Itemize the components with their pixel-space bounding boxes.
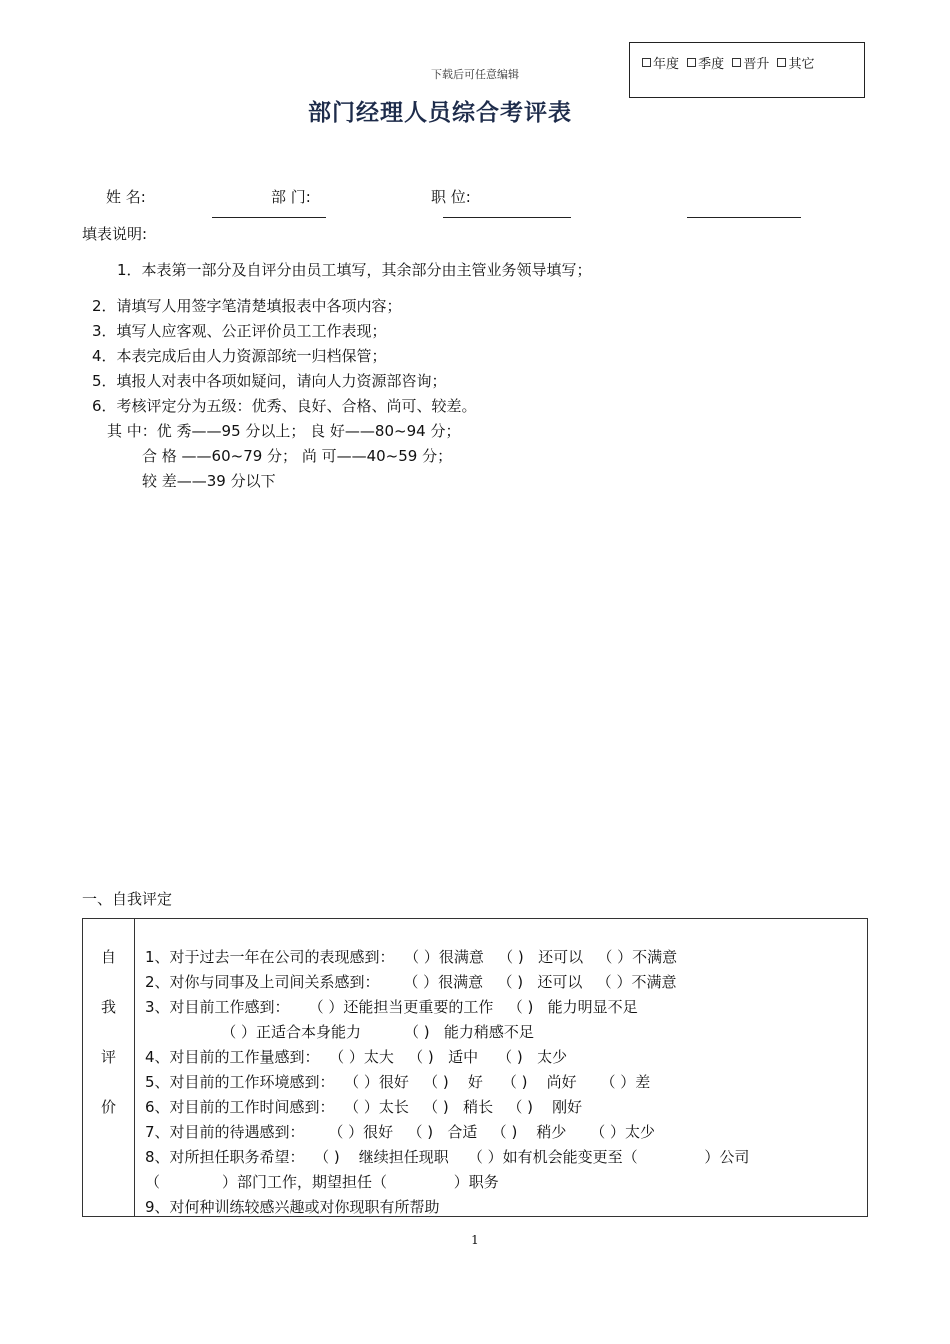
instruction-item: 5．填报人对表中各项如疑问，请向人力资源部咨询；	[92, 372, 447, 390]
option-annual[interactable]: 年度	[642, 57, 679, 72]
grade-line: 其 中：优 秀——95 分以上； 良 好——80~94 分；	[107, 422, 461, 440]
evaluation-row[interactable]: 7、对目前的待遇感到： （ ）很好 （ ) 合适 （ ) 稍少 （ ）太少	[145, 1123, 655, 1141]
evaluation-row[interactable]: 5、对目前的工作环境感到： （ ）很好 （ ) 好 （ ) 尚好 （ ）差	[145, 1073, 651, 1091]
evaluation-row[interactable]: 9、对何种训练较感兴趣或对你现职有所帮助	[145, 1198, 440, 1216]
checkbox-icon[interactable]	[777, 58, 786, 67]
review-type-box	[629, 42, 865, 98]
checkbox-icon[interactable]	[642, 58, 651, 67]
page-number: 1	[471, 1233, 479, 1247]
evaluation-row[interactable]: 1、对于过去一年在公司的表现感到： （ ）很满意 （ ) 还可以 （ ）不满意	[145, 948, 678, 966]
department-field[interactable]	[443, 217, 571, 218]
side-label-char: 评	[100, 1048, 116, 1066]
page-title: 部门经理人员综合考评表	[308, 100, 572, 126]
instructions-heading: 填表说明:	[82, 225, 148, 243]
department-label: 部 门:	[271, 188, 311, 206]
evaluation-row[interactable]: 8、对所担任职务希望： （ ) 继续担任现职 （ ）如有机会能变更至（ ）公司	[145, 1148, 750, 1166]
grade-line: 合 格 ——60~79 分； 尚 可——40~59 分；	[142, 447, 453, 465]
position-label: 职 位:	[431, 188, 471, 206]
side-label-char: 我	[100, 998, 116, 1016]
self-evaluation-table	[82, 918, 868, 1217]
section-heading-self-evaluation: 一、自我评定	[82, 890, 173, 908]
position-field[interactable]	[687, 217, 801, 218]
instruction-item: 2．请填写人用签字笔清楚填报表中各项内容；	[92, 297, 402, 315]
evaluation-row[interactable]: 6、对目前的工作时间感到： （ ）太长 （ ) 稍长 （ ) 刚好	[145, 1098, 583, 1116]
evaluation-row[interactable]: （ ）部门工作，期望担任（ ）职务	[145, 1173, 499, 1191]
download-note: 下载后可任意编辑	[431, 68, 519, 81]
option-promotion[interactable]: 晋升	[732, 57, 769, 72]
option-other[interactable]: 其它	[777, 57, 814, 72]
review-type-options	[642, 53, 818, 72]
name-label: 姓 名:	[106, 188, 146, 206]
side-label-char: 自	[100, 948, 116, 966]
evaluation-row[interactable]: （ ）正适合本身能力 （ ) 能力稍感不足	[145, 1023, 534, 1041]
evaluation-row[interactable]: 4、对目前的工作量感到： （ ）太大 （ ) 适中 （ ) 太少	[145, 1048, 568, 1066]
instruction-item: 3．填写人应客观、公正评价员工工作表现；	[92, 322, 387, 340]
side-label-char: 价	[100, 1098, 116, 1116]
evaluation-row[interactable]: 3、对目前工作感到： （ ）还能担当更重要的工作 （ ) 能力明显不足	[145, 998, 638, 1016]
option-quarterly[interactable]: 季度	[687, 57, 724, 72]
evaluation-row[interactable]: 2、对你与同事及上司间关系感到： （ ）很满意 （ ) 还可以 （ ）不满意	[145, 973, 677, 991]
instruction-item: 6．考核评定分为五级：优秀、良好、合格、尚可、较差。	[92, 397, 477, 415]
instruction-item: 1．本表第一部分及自评分由员工填写，其余部分由主管业务领导填写；	[117, 261, 592, 279]
checkbox-icon[interactable]	[687, 58, 696, 67]
grade-line: 较 差——39 分以下	[142, 472, 276, 490]
name-field[interactable]	[212, 217, 326, 218]
instruction-item: 4．本表完成后由人力资源部统一归档保管；	[92, 347, 387, 365]
checkbox-icon[interactable]	[732, 58, 741, 67]
table-divider	[134, 919, 135, 1216]
